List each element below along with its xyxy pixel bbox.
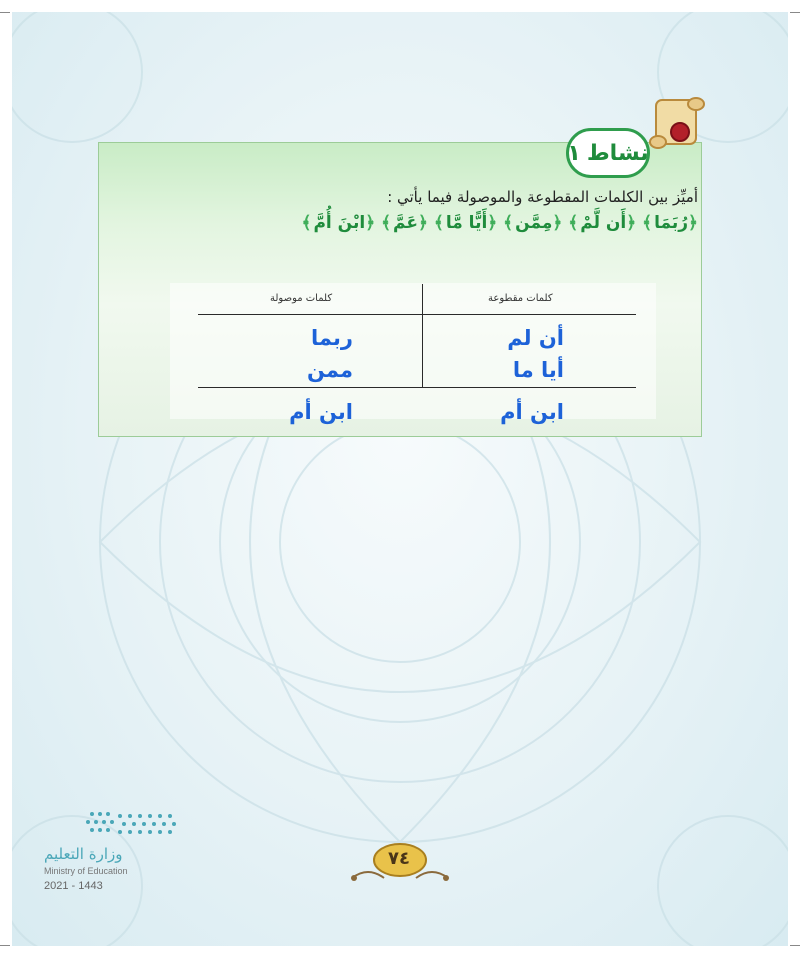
words-list: ﴿رُبَمَا﴾ ﴿أَن لَّمْ﴾ ﴿مِمَّن﴾ ﴿أَيًّا مَّا﴾ ﴿عَمَّ﴾ ﴿ابْنَ أُمَّ﴾ (301, 213, 698, 233)
word-item: عَمَّ (393, 213, 418, 233)
table-cell-connected: ربما (311, 326, 353, 350)
scroll-icon (646, 92, 712, 154)
activity-badge (566, 128, 650, 178)
table-cell-connected: ابن أم (289, 400, 353, 424)
crop-mark (0, 12, 10, 13)
table-cell-separated: أن لم (507, 326, 564, 350)
instruction-text: أميِّز بين الكلمات المقطوعة والموصولة فيما يأتي : (387, 188, 698, 206)
word-item: أَيًّا مَّا (445, 213, 488, 233)
crop-mark (790, 12, 800, 13)
table-cell-separated: ابن أم (500, 400, 564, 424)
edition-year: 2021 - 1443 (44, 880, 103, 892)
word-item: ابْنَ أُمَّ (313, 213, 366, 233)
table-cell-connected: ممن (307, 358, 353, 382)
ministry-name-english: Ministry of Education (44, 866, 128, 876)
activity-number: ١ (567, 140, 581, 166)
word-item: رُبَمَا (654, 213, 689, 233)
word-item: أَن لَّمْ (580, 213, 627, 233)
ministry-name-arabic: وزارة التعليم (44, 845, 123, 863)
word-item: مِمَّن (515, 213, 553, 233)
activity-label: نشاط (586, 140, 649, 166)
table-divider (198, 387, 636, 388)
header-separated: كلمات مقطوعة (488, 293, 553, 304)
ministry-logo-icon (58, 810, 178, 840)
table-cell-separated: أيا ما (512, 358, 564, 382)
classification-table (170, 283, 656, 419)
crop-mark (790, 945, 800, 946)
table-divider (198, 314, 636, 315)
header-connected: كلمات موصولة (270, 293, 333, 304)
crop-mark (0, 945, 10, 946)
table-column-divider (422, 284, 423, 388)
page-number: ٧٤ (388, 847, 410, 869)
